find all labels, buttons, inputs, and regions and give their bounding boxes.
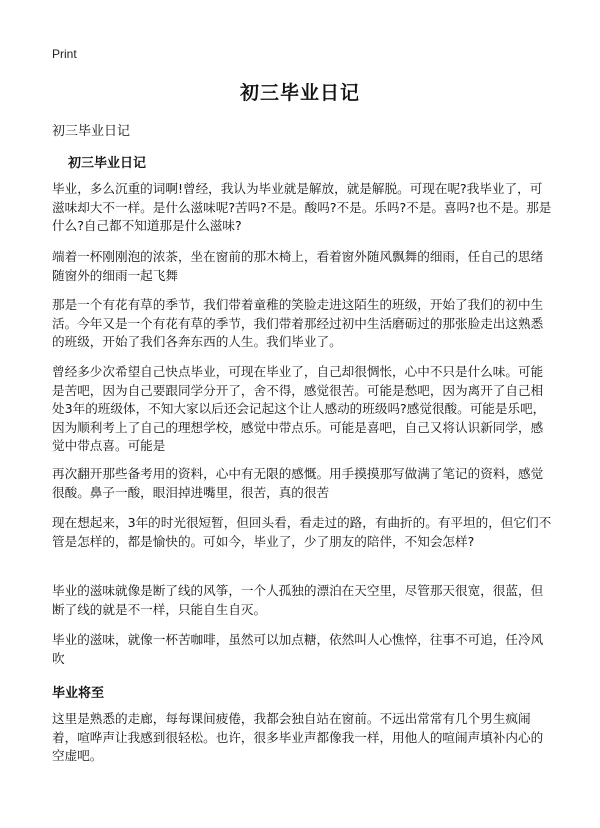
article-subtitle: 初三毕业日记 — [52, 124, 131, 139]
paragraph: 端着一杯刚刚泡的浓茶，坐在窗前的那木椅上，看着窗外随风飘舞的细雨，任自己的思绪随窗外的细雨一起飞舞 — [52, 249, 544, 283]
section-heading: 毕业将至 — [52, 686, 105, 701]
paragraph: 毕业的滋味，就像一杯苦咖啡，虽然可以加点糖，依然叫人心憔悴，往事不可追，任冷风吹 — [52, 632, 544, 666]
paragraph: 这里是熟悉的走廊，每每课间疲倦，我都会独自站在窗前。不远出常常有几个男生疯闹着，喧哗声让我感到很轻松。也许，很多毕业声都像我一样，用他人的喧闹声填补内心的空虚吧。 — [52, 711, 544, 763]
paragraph: 再次翻开那些备考用的资料，心中有无限的感慨。用手摸摸那写做满了笔记的资料，感觉很酸。鼻子一酸，眼泪掉进嘴里，很苦，真的很苦 — [52, 466, 544, 500]
page-title: 初三毕业日记 — [239, 82, 360, 104]
paragraph: 曾经多少次希望自己快点毕业，可现在毕业了，自己却很惆怅，心中不只是什么味。可能是苦吧，因为自己要跟同学分开了，舍不得，感觉很苦。可能是愁吧，因为离开了自己相处3年的班级体，不知大家以后还会记起这个让人感动的班级吗?感觉很酸。可能是乐吧，因为顺利考上了自己的理想学校，感觉中带点乐。可能是喜吧，自己又将认识新同学，感觉中带点喜。可能是 — [52, 364, 546, 453]
paragraph: 现在想起来，3年的时光很短暂，但回头看，看走过的路，有曲折的。有平坦的，但它们不管是怎样的，都是愉快的。可如今，毕业了，少了朋友的陪伴，不知会怎样? — [52, 515, 552, 549]
paragraph: 毕业的滋味就像是断了线的风筝，一个人孤独的漂泊在天空里，尽管那天很宽，很蓝，但断了线的就是不一样，只能自生自灭。 — [52, 583, 544, 617]
paragraph: 那是一个有花有草的季节，我们带着童稚的笑脸走进这陌生的班级，开始了我们的初中生活。今年又是一个有花有草的季节，我们带着那经过初中生活磨砺过的那张脸走出这熟悉的班级，开始了我们各奔东西的人生。我们毕业了。 — [52, 297, 544, 349]
paragraph: 毕业，多么沉重的词啊!曾经，我认为毕业就是解放，就是解脱。可现在呢?我毕业了，可滋味却大不一样。是什么滋味呢?苦吗?不是。酸吗?不是。乐吗?不是。喜吗?也不是。那是什么?自己都不知道那是什么滋味? — [52, 181, 552, 233]
section-heading: 初三毕业日记 — [68, 156, 147, 171]
print-link[interactable]: Print — [52, 47, 77, 61]
